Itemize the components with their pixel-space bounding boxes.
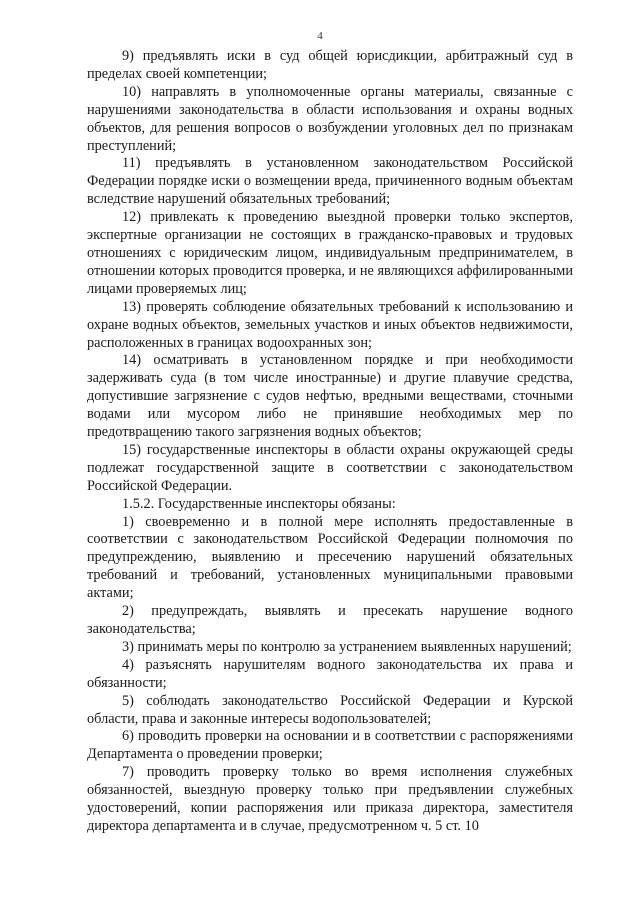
paragraph-item-13: 13) проверять соблюдение обязательных требований к использованию и охране водных объектов, земельных участков и иных объектов недвижимости, расположенных в границах водоохранных зон; — [87, 298, 573, 351]
section-heading-1-5-2: 1.5.2. Государственные инспекторы обязаны: — [122, 495, 396, 512]
paragraph-item-15: 15) государственные инспекторы в области охраны окружающей среды подлежат государственной защите в соответствии с законодательством Российской Федерации. — [87, 441, 573, 494]
paragraph-item-12: 12) привлекать к проведению выездной проверки только экспертов, экспертные организации не состоящих в гражданско-правовых и трудовых отношениях с юридическим лицом, индивидуальным предпринимателем, в отношении которых проводится проверка, и не являющихся аффилированными лицами проверяемых лиц; — [87, 209, 573, 297]
duty-item-3: 3) принимать меры по контролю за устранением выявленных нарушений; — [122, 638, 572, 655]
document-body — [87, 48, 573, 836]
duty-item-5: 5) соблюдать законодательство Российской Федерации и Курской области, права и законные интересы водопользователей; — [87, 692, 573, 727]
duty-item-7: 7) проводить проверку только во время исполнения служебных обязанностей, выездную проверку только при предъявлении служебных удостоверений, копии распоряжения или приказа директора, заместителя директора департамента и в случае, предусмотренном ч. 5 ст. 10 — [87, 764, 573, 834]
paragraph-item-14: 14) осматривать в установленном порядке и при необходимости задерживать суда (в том числе иностранные) и другие плавучие средства, допустившие загрязнение с судов нефтью, вредными веществами, сточными водами или мусором либо не принявшие необходимых мер по предотвращению такого загрязнения водных объектов; — [87, 352, 573, 441]
duty-item-6: 6) проводить проверки на основании и в соответствии с распоряжениями Департамента о проведении проверки; — [87, 728, 573, 763]
duty-item-4: 4) разъяснять нарушителям водного законодательства их права и обязанности; — [87, 656, 573, 691]
duty-item-1: 1) своевременно и в полной мере исполнять предоставленные в соответствии с законодательством Российской Федерации полномочия по предупреждению, выявлению и пресечению нарушений обязательных требований и требований, установленных муниципальными правовыми актами; — [87, 513, 573, 602]
paragraph-item-11: 11) предъявлять в установленном законодательством Российской Федерации порядке иски о возмещении вреда, причиненного водным объектам вследствие нарушений обязательных требований; — [87, 155, 573, 208]
duty-item-2: 2) предупреждать, выявлять и пресекать нарушение водного законодательства; — [87, 603, 573, 637]
paragraph-item-9: 9) предъявлять иски в суд общей юрисдикции, арбитражный суд в пределах своей компетенции; — [87, 48, 573, 82]
paragraph-item-10: 10) направлять в уполномоченные органы материалы, связанные с нарушениями законодательства в области использования и охраны водных объектов, для решения вопросов о возбуждении уголовных дел по признакам преступлений; — [87, 83, 573, 154]
page-number: 4 — [317, 30, 323, 42]
